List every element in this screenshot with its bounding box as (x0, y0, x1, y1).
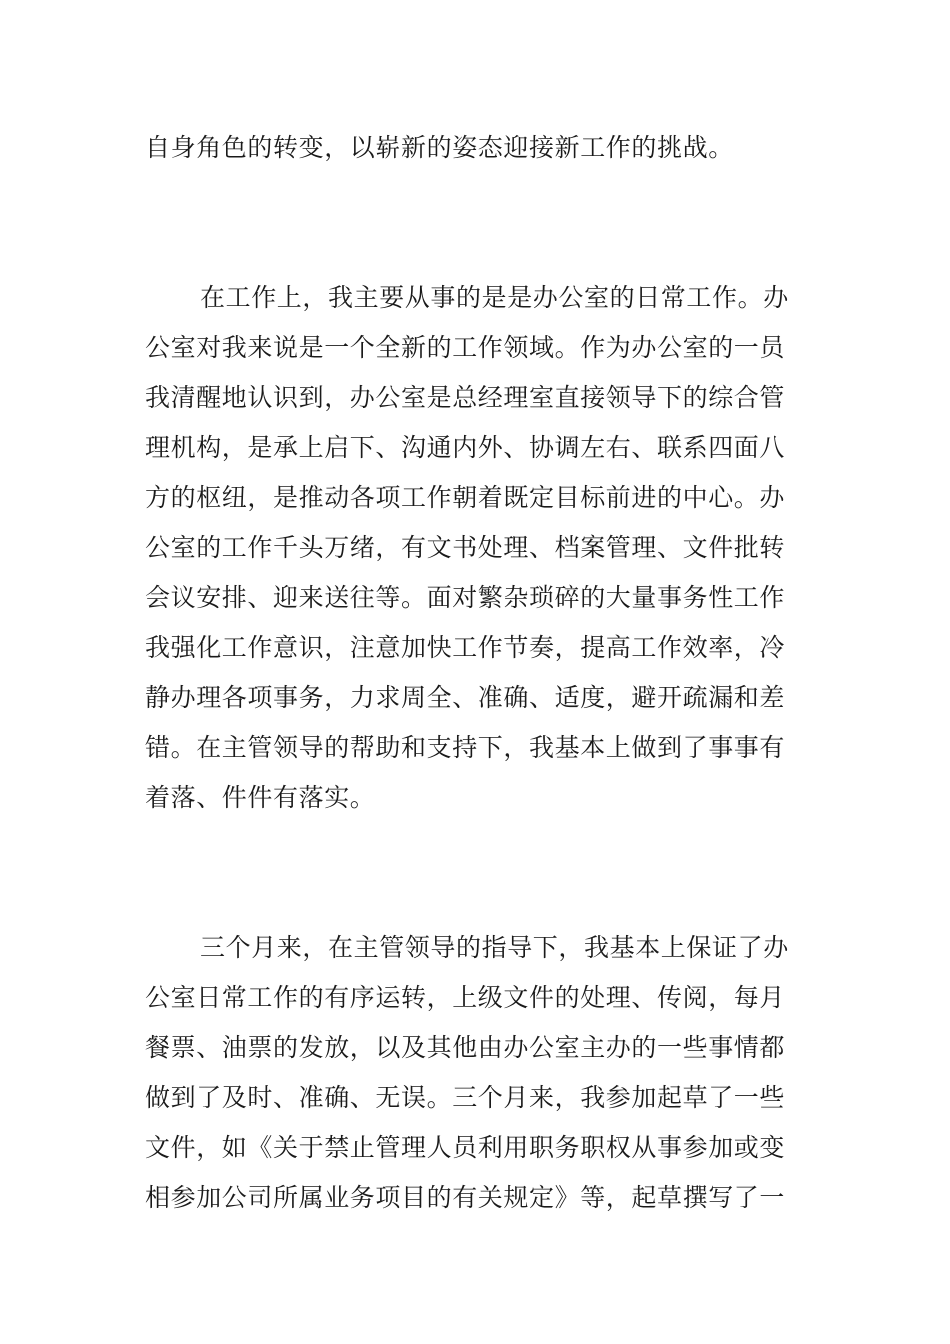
paragraph-2-line-4: 做到了及时、准确、无误。三个月来，我参加起草了一些 (145, 1083, 786, 1112)
paragraph-1-line-7: 会议安排、迎来送往等。面对繁杂琐碎的大量事务性工作 (145, 583, 786, 612)
paragraph-2-line-3: 餐票、油票的发放，以及其他由办公室主办的一些事情都 (145, 1033, 786, 1062)
paragraph-1-line-8: 我强化工作意识，注意加快工作节奏，提高工作效率，冷 (145, 633, 786, 662)
paragraph-2-line-1: 三个月来，在主管领导的指导下，我基本上保证了办 (200, 933, 789, 962)
paragraph-1-line-2: 公室对我来说是一个全新的工作领域。作为办公室的一员 (145, 333, 786, 362)
paragraph-2-line-2: 公室日常工作的有序运转，上级文件的处理、传阅，每月 (145, 983, 786, 1012)
paragraph-1-line-4: 理机构，是承上启下、沟通内外、协调左右、联系四面八 (145, 433, 786, 462)
paragraph-1-line-10: 错。在主管领导的帮助和支持下，我基本上做到了事事有 (145, 733, 786, 762)
paragraph-1-line-3: 我清醒地认识到，办公室是总经理室直接领导下的综合管 (145, 383, 786, 412)
paragraph-1-line-1: 在工作上，我主要从事的是是办公室的日常工作。办 (200, 283, 789, 312)
paragraph-1-line-6: 公室的工作千头万绪，有文书处理、档案管理、文件批转 (145, 533, 786, 562)
paragraph-1-line-9: 静办理各项事务，力求周全、准确、适度，避开疏漏和差 (145, 683, 786, 712)
paragraph-1-line-5: 方的枢纽，是推动各项工作朝着既定目标前进的中心。办 (145, 483, 786, 512)
paragraph-2-line-6: 相参加公司所属业务项目的有关规定》等，起草撰写了一 (145, 1183, 786, 1212)
text-line-1: 自身角色的转变，以崭新的姿态迎接新工作的挑战。 (145, 133, 734, 162)
paragraph-1-line-11: 着落、件件有落实。 (145, 783, 376, 812)
paragraph-2-line-5: 文件，如《关于禁止管理人员利用职务职权从事参加或变 (145, 1133, 786, 1162)
